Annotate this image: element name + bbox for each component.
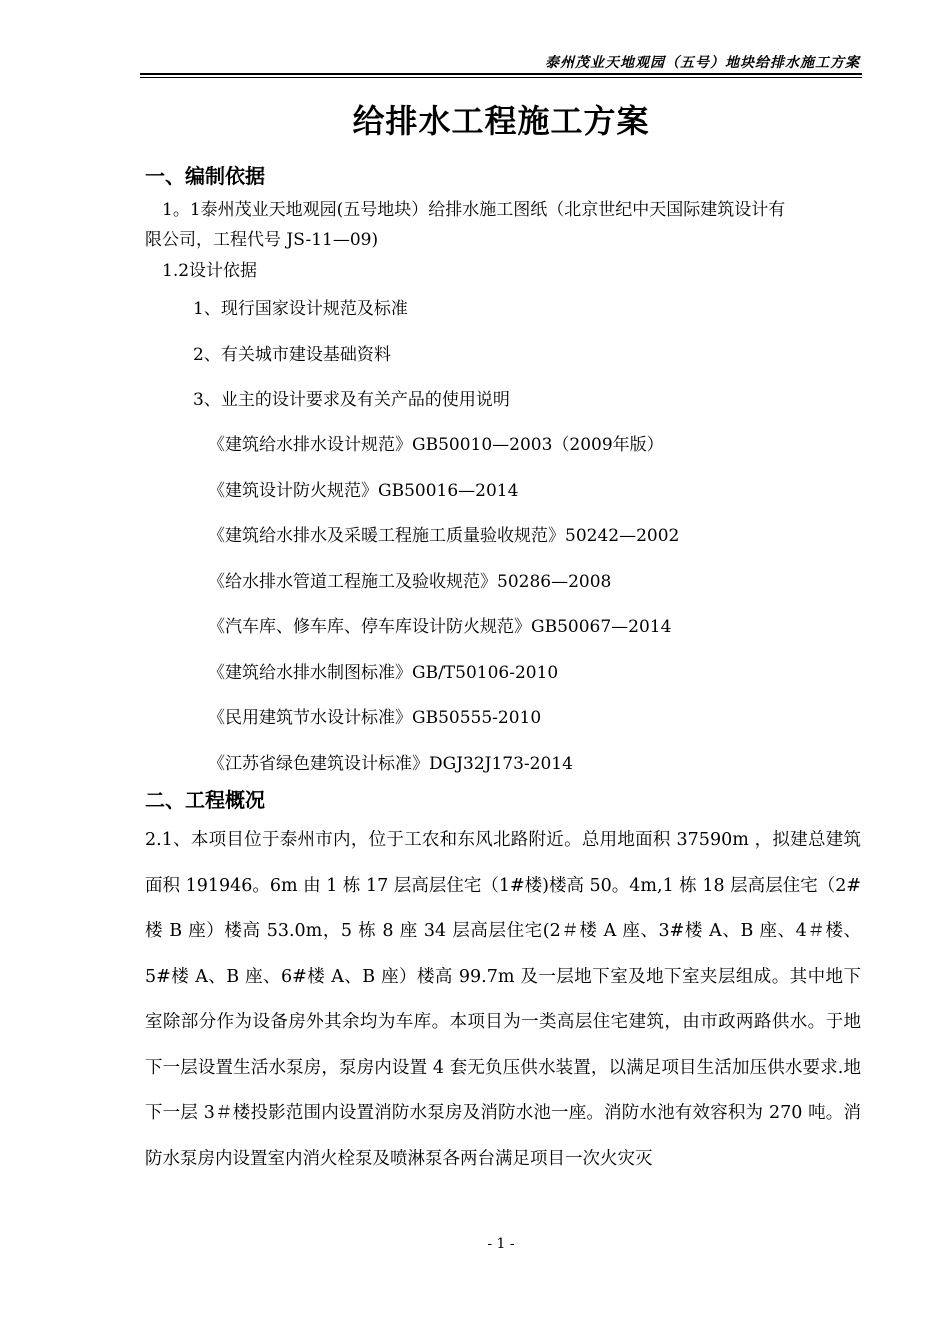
- header-rule-thin: [140, 77, 862, 78]
- project-overview-paragraph: 2.1、本项目位于泰州市内，位于工农和东风北路附近。总用地面积 37590m ，拟建总建筑面积 191946。6m 由 1 栋 17 层高层住宅（1#楼)楼高 50。4m,1 栋 18 层高层住宅（2#楼 B 座）楼高 53.0m，5 栋 8 座 34 层高层住宅(2＃楼 A 座、3#楼 A、B 座、4＃楼、5#楼 A、B 座、6#楼 A、B 座）楼高 99.7m 及一层地下室及地下室夹层组成。其中地下室除部分作为设备房外其余均为车库。本项目为一类高层住宅建筑，由市政两路供水。于地下一层设置生活水泵房，泵房内设置 4 套无负压供水装置，以满足项目生活加压供水要求.地下一层 3＃楼投影范围内设置消防水泵房及消防水池一座。消防水池有效容积为 270 吨。消防水泵房内设置室内消火栓泵及喷淋泵各两台满足项目一次火灾灭: [145, 830, 861, 1169]
- section-heading-2: 二、工程概况: [145, 788, 265, 812]
- section-heading-1: 一、编制依据: [145, 164, 265, 188]
- document-title: 给排水工程施工方案: [352, 102, 650, 140]
- design-basis-item-2: 2、有关城市建设基础资料: [193, 345, 391, 365]
- standard-item: 《民用建筑节水设计标准》GB50555-2010: [208, 708, 542, 728]
- standard-item: 《江苏省绿色建筑设计标准》DGJ32J173-2014: [208, 754, 573, 774]
- header-rule-thick: [140, 73, 862, 75]
- standard-item: 《建筑给水排水制图标准》GB/T50106-2010: [208, 663, 559, 683]
- standard-item: 《汽车库、修车库、停车库设计防火规范》GB50067—2014: [208, 617, 672, 637]
- running-title: 泰州茂业天地观园（五号）地块给排水施工方案: [545, 55, 860, 71]
- standard-item: 《建筑给水排水设计规范》GB50010—2003（2009年版）: [208, 435, 664, 455]
- item-1-1-line1: 1。1泰州茂业天地观园(五号地块）给排水施工图纸（北京世纪中天国际建筑设计有: [162, 200, 786, 220]
- standard-item: 《建筑给水排水及采暖工程施工质量验收规范》50242—2002: [208, 526, 680, 546]
- standard-item: 《给水排水管道工程施工及验收规范》50286—2008: [208, 572, 612, 592]
- item-1-1-line2: 限公司，工程代号 JS-11—09): [145, 230, 379, 250]
- design-basis-item-3: 3、业主的设计要求及有关产品的使用说明: [193, 390, 510, 410]
- page-number: - 1 -: [487, 1236, 515, 1252]
- item-1-2: 1.2设计依据: [162, 261, 258, 281]
- standard-item: 《建筑设计防火规范》GB50016—2014: [208, 481, 519, 501]
- design-basis-item-1: 1、现行国家设计规范及标准: [193, 299, 408, 319]
